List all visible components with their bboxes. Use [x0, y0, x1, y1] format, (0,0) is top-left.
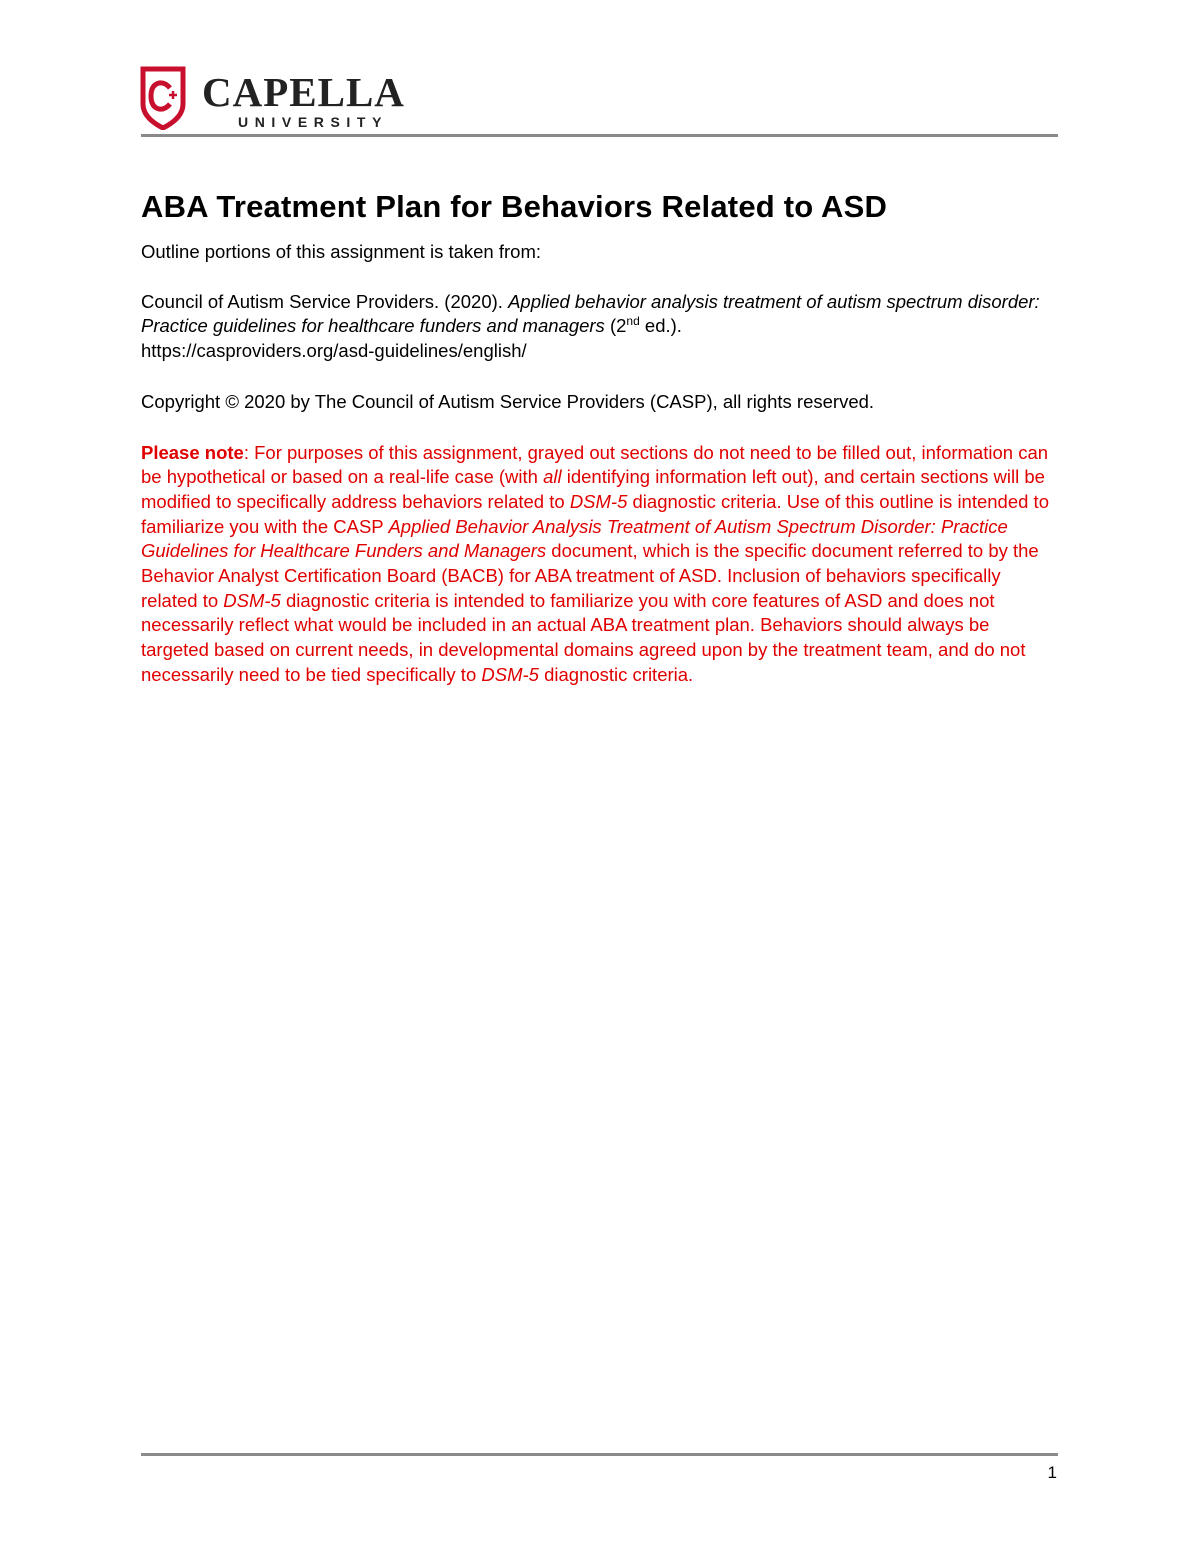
page-number: 1 [1047, 1463, 1057, 1482]
note-emphasis: all [543, 466, 562, 488]
please-note-paragraph [141, 441, 1061, 688]
citation-edition-sup: nd [626, 314, 640, 329]
citation-edition-close: ed.). [639, 315, 682, 337]
citation-edition-open: (2 [604, 315, 627, 337]
copyright-text: Copyright © 2020 by The Council of Autism Service Providers (CASP), all rights reserved. [141, 390, 875, 412]
note-dsm-reference: DSM-5 [481, 663, 539, 685]
note-dsm-reference: DSM-5 [223, 589, 281, 611]
note-dsm-reference: DSM-5 [569, 490, 628, 512]
logo-wordmark: CAPELLA [202, 69, 405, 115]
note-label: Please note [141, 441, 244, 463]
logo-subtitle: UNIVERSITY [238, 114, 389, 130]
intro-text: Outline portions of this assignment is taken from: [141, 241, 541, 262]
note-text: : For purposes of this assignment, grayed out sections do not need to be filled out, information can be hypothetical or based on a real-life case (with [141, 441, 1049, 488]
note-text: document, which is the specific document referred to by the Behavior Analyst Certification Board (BACB) for ABA treatment of ASD. Inclusion of behaviors specifically related to [141, 540, 1039, 611]
note-text: diagnostic criteria is intended to familiarize you with core features of ASD and does not necessarily reflect what would be included in an actual ABA treatment plan. Behaviors should always be targeted based on current needs, in developmental domains agreed upon by the treatment team, and do not necessarily need to be tied specifically to [141, 589, 1026, 685]
citation-work-title: Applied behavior analysis treatment of autism spectrum disorder: Practice guidelines for healthcare funders and managers [141, 290, 1040, 337]
document-body [141, 188, 1061, 688]
citation-url[interactable]: https://casproviders.org/asd-guidelines/english/ [141, 340, 527, 362]
header-divider [141, 134, 1058, 137]
capella-shield-icon [140, 66, 186, 130]
citation-authors: Council of Autism Service Providers. (2020). [141, 290, 509, 312]
note-text: diagnostic criteria. Use of this outline is intended to familiarize you with the CASP [141, 490, 1049, 537]
capella-logo [140, 66, 440, 132]
note-casp-title: Applied Behavior Analysis Treatment of Autism Spectrum Disorder: Practice Guidelines for Healthcare Funders and Managers [141, 515, 1008, 562]
document-title: ABA Treatment Plan for Behaviors Related to ASD [141, 189, 888, 224]
note-text: diagnostic criteria. [538, 663, 694, 685]
footer-divider [141, 1453, 1058, 1456]
citation [141, 290, 1061, 364]
note-text: identifying information left out), and certain sections will be modified to specifically address behaviors related to [141, 466, 1045, 512]
